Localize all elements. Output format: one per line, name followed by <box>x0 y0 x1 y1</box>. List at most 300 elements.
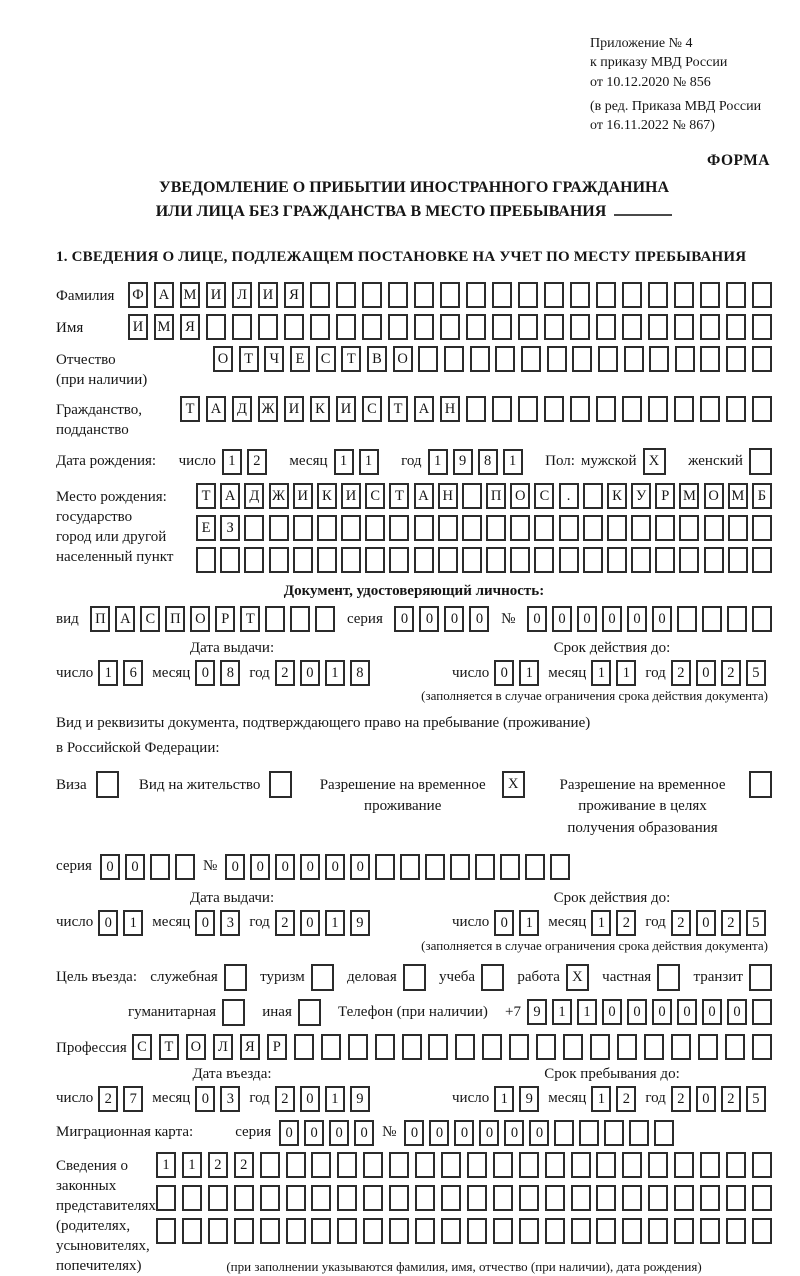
doc-number-box[interactable] <box>677 606 697 632</box>
purpose-checkbox[interactable] <box>749 964 772 991</box>
birthplace-char-box[interactable]: К <box>317 483 337 509</box>
patronymic-char-box[interactable]: О <box>213 346 233 372</box>
profession-char-box[interactable] <box>725 1034 745 1060</box>
entry-year-box[interactable]: 0 <box>300 1086 320 1112</box>
citizenship-char-box[interactable]: К <box>310 396 330 422</box>
birthplace-char-box[interactable] <box>365 515 385 541</box>
representative-char-box[interactable] <box>545 1152 565 1178</box>
stay-day-box[interactable]: 9 <box>519 1086 539 1112</box>
birthplace-char-box[interactable] <box>679 547 699 573</box>
representative-char-box[interactable]: 1 <box>156 1152 176 1178</box>
patronymic-char-box[interactable] <box>726 346 746 372</box>
visa-checkbox[interactable] <box>96 771 119 798</box>
representative-char-box[interactable]: 1 <box>182 1152 202 1178</box>
phone-digit-box[interactable]: 1 <box>577 999 597 1025</box>
male-checkbox[interactable]: X <box>643 448 666 475</box>
birthplace-char-box[interactable]: К <box>607 483 627 509</box>
migcard-series-box[interactable]: 0 <box>304 1120 324 1146</box>
profession-char-box[interactable] <box>348 1034 368 1060</box>
purpose-checkbox[interactable] <box>224 964 247 991</box>
education-permit-checkbox[interactable] <box>749 771 772 798</box>
surname-char-box[interactable] <box>492 282 512 308</box>
representative-char-box[interactable] <box>700 1185 720 1211</box>
representative-char-box[interactable] <box>545 1218 565 1244</box>
name-char-box[interactable] <box>362 314 382 340</box>
birthplace-char-box[interactable] <box>269 515 289 541</box>
phone-digit-box[interactable]: 1 <box>552 999 572 1025</box>
name-char-box[interactable] <box>648 314 668 340</box>
patronymic-char-box[interactable] <box>624 346 644 372</box>
profession-char-box[interactable] <box>321 1034 341 1060</box>
patronymic-char-box[interactable] <box>547 346 567 372</box>
permit-issue-month-box[interactable]: 0 <box>195 910 215 936</box>
representative-char-box[interactable] <box>156 1185 176 1211</box>
permit-expiry-year-box[interactable]: 2 <box>671 910 691 936</box>
representative-char-box[interactable] <box>260 1185 280 1211</box>
phone-digit-box[interactable]: 9 <box>527 999 547 1025</box>
representative-char-box[interactable] <box>337 1218 357 1244</box>
representative-char-box[interactable]: 2 <box>208 1152 228 1178</box>
birthplace-char-box[interactable] <box>414 547 434 573</box>
permit-expiry-day-box[interactable]: 0 <box>494 910 514 936</box>
birthplace-char-box[interactable]: Д <box>244 483 264 509</box>
doc-issue-month-box[interactable]: 0 <box>195 660 215 686</box>
name-char-box[interactable] <box>440 314 460 340</box>
birthplace-char-box[interactable] <box>389 515 409 541</box>
citizenship-char-box[interactable]: Т <box>180 396 200 422</box>
residence-permit-checkbox[interactable] <box>269 771 292 798</box>
birthplace-char-box[interactable] <box>220 547 240 573</box>
surname-char-box[interactable] <box>440 282 460 308</box>
name-char-box[interactable] <box>622 314 642 340</box>
profession-char-box[interactable]: Л <box>213 1034 233 1060</box>
citizenship-char-box[interactable]: Н <box>440 396 460 422</box>
doc-issue-year-box[interactable]: 1 <box>325 660 345 686</box>
temporary-permit-checkbox[interactable]: X <box>502 771 525 798</box>
representative-char-box[interactable] <box>182 1185 202 1211</box>
name-char-box[interactable] <box>414 314 434 340</box>
migcard-number-box[interactable]: 0 <box>404 1120 424 1146</box>
name-char-box[interactable] <box>700 314 720 340</box>
doc-expiry-year-box[interactable]: 0 <box>696 660 716 686</box>
representative-char-box[interactable] <box>234 1185 254 1211</box>
birthplace-char-box[interactable] <box>728 547 748 573</box>
name-char-box[interactable] <box>232 314 252 340</box>
surname-char-box[interactable] <box>518 282 538 308</box>
birthplace-char-box[interactable]: М <box>679 483 699 509</box>
doc-kind-char-box[interactable]: С <box>140 606 160 632</box>
birthplace-char-box[interactable] <box>679 515 699 541</box>
representative-char-box[interactable] <box>648 1218 668 1244</box>
patronymic-char-box[interactable] <box>649 346 669 372</box>
birthplace-char-box[interactable] <box>293 547 313 573</box>
representative-char-box[interactable] <box>752 1185 772 1211</box>
citizenship-char-box[interactable] <box>726 396 746 422</box>
permit-number-box[interactable] <box>500 854 520 880</box>
migcard-series-box[interactable]: 0 <box>354 1120 374 1146</box>
name-char-box[interactable] <box>570 314 590 340</box>
birthplace-char-box[interactable] <box>583 547 603 573</box>
birthplace-char-box[interactable] <box>631 547 651 573</box>
surname-char-box[interactable] <box>700 282 720 308</box>
citizenship-char-box[interactable]: А <box>414 396 434 422</box>
purpose-checkbox[interactable] <box>403 964 426 991</box>
permit-number-box[interactable] <box>400 854 420 880</box>
birthplace-char-box[interactable] <box>317 547 337 573</box>
permit-series-box[interactable]: 0 <box>125 854 145 880</box>
birthplace-char-box[interactable] <box>486 515 506 541</box>
citizenship-char-box[interactable] <box>518 396 538 422</box>
representative-char-box[interactable] <box>571 1218 591 1244</box>
birthplace-char-box[interactable]: А <box>414 483 434 509</box>
name-char-box[interactable] <box>466 314 486 340</box>
permit-expiry-year-box[interactable]: 5 <box>746 910 766 936</box>
permit-number-box[interactable]: 0 <box>225 854 245 880</box>
birthplace-char-box[interactable] <box>438 547 458 573</box>
patronymic-char-box[interactable] <box>495 346 515 372</box>
migcard-number-box[interactable] <box>579 1120 599 1146</box>
name-char-box[interactable] <box>726 314 746 340</box>
birth-month-box[interactable]: 1 <box>334 449 354 475</box>
profession-char-box[interactable] <box>455 1034 475 1060</box>
birthplace-char-box[interactable] <box>655 547 675 573</box>
birth-year-box[interactable]: 1 <box>503 449 523 475</box>
profession-char-box[interactable] <box>536 1034 556 1060</box>
birthplace-char-box[interactable] <box>462 515 482 541</box>
permit-number-box[interactable]: 0 <box>325 854 345 880</box>
surname-char-box[interactable] <box>336 282 356 308</box>
surname-char-box[interactable]: Ф <box>128 282 148 308</box>
permit-expiry-year-box[interactable]: 2 <box>721 910 741 936</box>
doc-issue-year-box[interactable]: 8 <box>350 660 370 686</box>
permit-expiry-day-box[interactable]: 1 <box>519 910 539 936</box>
birthplace-char-box[interactable]: С <box>534 483 554 509</box>
patronymic-char-box[interactable]: Т <box>341 346 361 372</box>
profession-char-box[interactable]: Я <box>240 1034 260 1060</box>
surname-char-box[interactable] <box>466 282 486 308</box>
stay-year-box[interactable]: 5 <box>746 1086 766 1112</box>
permit-number-box[interactable]: 0 <box>250 854 270 880</box>
surname-char-box[interactable] <box>544 282 564 308</box>
patronymic-char-box[interactable] <box>521 346 541 372</box>
permit-expiry-month-box[interactable]: 1 <box>591 910 611 936</box>
patronymic-char-box[interactable]: Т <box>239 346 259 372</box>
stay-day-box[interactable]: 1 <box>494 1086 514 1112</box>
entry-day-box[interactable]: 7 <box>123 1086 143 1112</box>
representative-char-box[interactable] <box>596 1218 616 1244</box>
representative-char-box[interactable] <box>596 1185 616 1211</box>
name-char-box[interactable] <box>206 314 226 340</box>
name-char-box[interactable] <box>544 314 564 340</box>
migcard-number-box[interactable]: 0 <box>429 1120 449 1146</box>
patronymic-char-box[interactable]: С <box>316 346 336 372</box>
profession-char-box[interactable]: С <box>132 1034 152 1060</box>
migcard-number-box[interactable] <box>554 1120 574 1146</box>
representative-char-box[interactable] <box>363 1185 383 1211</box>
birthplace-char-box[interactable]: Н <box>438 483 458 509</box>
citizenship-char-box[interactable]: Ж <box>258 396 278 422</box>
phone-digit-box[interactable]: 0 <box>702 999 722 1025</box>
surname-char-box[interactable] <box>674 282 694 308</box>
profession-char-box[interactable] <box>752 1034 772 1060</box>
representative-char-box[interactable] <box>441 1185 461 1211</box>
birthplace-char-box[interactable] <box>534 515 554 541</box>
surname-char-box[interactable]: И <box>206 282 226 308</box>
entry-month-box[interactable]: 3 <box>220 1086 240 1112</box>
doc-series-box[interactable]: 0 <box>444 606 464 632</box>
name-char-box[interactable] <box>336 314 356 340</box>
representative-char-box[interactable] <box>700 1218 720 1244</box>
surname-char-box[interactable] <box>752 282 772 308</box>
representative-char-box[interactable] <box>726 1185 746 1211</box>
doc-expiry-day-box[interactable]: 1 <box>519 660 539 686</box>
doc-kind-char-box[interactable]: Т <box>240 606 260 632</box>
representative-char-box[interactable] <box>286 1185 306 1211</box>
birthplace-char-box[interactable] <box>631 515 651 541</box>
birthplace-char-box[interactable] <box>728 515 748 541</box>
permit-issue-day-box[interactable]: 0 <box>98 910 118 936</box>
representative-char-box[interactable] <box>674 1185 694 1211</box>
citizenship-char-box[interactable]: И <box>336 396 356 422</box>
representative-char-box[interactable] <box>441 1152 461 1178</box>
representative-char-box[interactable] <box>286 1152 306 1178</box>
migcard-number-box[interactable] <box>629 1120 649 1146</box>
permit-number-box[interactable] <box>550 854 570 880</box>
representative-char-box[interactable] <box>726 1152 746 1178</box>
permit-number-box[interactable] <box>425 854 445 880</box>
representative-char-box[interactable] <box>441 1218 461 1244</box>
migcard-number-box[interactable]: 0 <box>479 1120 499 1146</box>
purpose-checkbox[interactable] <box>657 964 680 991</box>
birth-month-box[interactable]: 1 <box>359 449 379 475</box>
birthplace-char-box[interactable] <box>704 515 724 541</box>
profession-char-box[interactable] <box>590 1034 610 1060</box>
representative-char-box[interactable] <box>389 1218 409 1244</box>
birth-year-box[interactable]: 8 <box>478 449 498 475</box>
birthplace-char-box[interactable]: З <box>220 515 240 541</box>
profession-char-box[interactable]: Т <box>159 1034 179 1060</box>
surname-char-box[interactable] <box>726 282 746 308</box>
doc-issue-year-box[interactable]: 2 <box>275 660 295 686</box>
permit-issue-year-box[interactable]: 9 <box>350 910 370 936</box>
birthplace-char-box[interactable]: О <box>510 483 530 509</box>
representative-char-box[interactable] <box>674 1152 694 1178</box>
name-char-box[interactable] <box>284 314 304 340</box>
representative-char-box[interactable] <box>571 1152 591 1178</box>
doc-number-box[interactable] <box>702 606 722 632</box>
name-char-box[interactable] <box>596 314 616 340</box>
permit-issue-year-box[interactable]: 1 <box>325 910 345 936</box>
purpose-checkbox[interactable] <box>222 999 245 1026</box>
patronymic-char-box[interactable] <box>675 346 695 372</box>
birthplace-char-box[interactable] <box>752 515 772 541</box>
birthplace-char-box[interactable] <box>462 547 482 573</box>
birthplace-char-box[interactable] <box>510 515 530 541</box>
doc-expiry-month-box[interactable]: 1 <box>591 660 611 686</box>
birthplace-char-box[interactable] <box>462 483 482 509</box>
doc-kind-char-box[interactable]: П <box>165 606 185 632</box>
surname-char-box[interactable] <box>648 282 668 308</box>
profession-char-box[interactable] <box>482 1034 502 1060</box>
citizenship-char-box[interactable]: А <box>206 396 226 422</box>
citizenship-char-box[interactable] <box>492 396 512 422</box>
doc-issue-month-box[interactable]: 8 <box>220 660 240 686</box>
profession-char-box[interactable] <box>671 1034 691 1060</box>
doc-kind-char-box[interactable] <box>265 606 285 632</box>
purpose-checkbox[interactable] <box>481 964 504 991</box>
birthplace-char-box[interactable]: Ж <box>269 483 289 509</box>
birthplace-char-box[interactable]: С <box>365 483 385 509</box>
representative-char-box[interactable] <box>493 1152 513 1178</box>
representative-char-box[interactable] <box>415 1185 435 1211</box>
birthplace-char-box[interactable] <box>389 547 409 573</box>
migcard-number-box[interactable]: 0 <box>504 1120 524 1146</box>
permit-series-box[interactable]: 0 <box>100 854 120 880</box>
doc-issue-day-box[interactable]: 6 <box>123 660 143 686</box>
citizenship-char-box[interactable] <box>622 396 642 422</box>
permit-series-box[interactable] <box>150 854 170 880</box>
birthplace-char-box[interactable]: У <box>631 483 651 509</box>
profession-char-box[interactable] <box>428 1034 448 1060</box>
birthplace-char-box[interactable] <box>583 515 603 541</box>
doc-kind-char-box[interactable]: О <box>190 606 210 632</box>
purpose-checkbox[interactable]: X <box>566 964 589 991</box>
birthplace-char-box[interactable]: . <box>559 483 579 509</box>
profession-char-box[interactable] <box>509 1034 529 1060</box>
representative-char-box[interactable] <box>208 1185 228 1211</box>
representative-char-box[interactable] <box>286 1218 306 1244</box>
citizenship-char-box[interactable] <box>570 396 590 422</box>
representative-char-box[interactable] <box>311 1185 331 1211</box>
surname-char-box[interactable] <box>388 282 408 308</box>
representative-char-box[interactable] <box>519 1152 539 1178</box>
surname-char-box[interactable] <box>362 282 382 308</box>
birthplace-char-box[interactable]: А <box>220 483 240 509</box>
birthplace-char-box[interactable] <box>607 515 627 541</box>
profession-char-box[interactable] <box>294 1034 314 1060</box>
doc-number-box[interactable]: 0 <box>552 606 572 632</box>
birthplace-char-box[interactable] <box>341 547 361 573</box>
citizenship-char-box[interactable]: Т <box>388 396 408 422</box>
birthplace-char-box[interactable] <box>704 547 724 573</box>
name-char-box[interactable] <box>310 314 330 340</box>
doc-number-box[interactable] <box>752 606 772 632</box>
permit-number-box[interactable] <box>450 854 470 880</box>
entry-year-box[interactable]: 9 <box>350 1086 370 1112</box>
representative-char-box[interactable] <box>467 1152 487 1178</box>
name-char-box[interactable] <box>674 314 694 340</box>
birth-year-box[interactable]: 1 <box>428 449 448 475</box>
phone-digit-box[interactable]: 0 <box>652 999 672 1025</box>
representative-char-box[interactable] <box>156 1218 176 1244</box>
entry-year-box[interactable]: 1 <box>325 1086 345 1112</box>
doc-number-box[interactable]: 0 <box>602 606 622 632</box>
representative-char-box[interactable] <box>389 1185 409 1211</box>
representative-char-box[interactable] <box>415 1218 435 1244</box>
doc-kind-char-box[interactable]: Р <box>215 606 235 632</box>
birthplace-char-box[interactable] <box>269 547 289 573</box>
profession-char-box[interactable] <box>563 1034 583 1060</box>
birthplace-char-box[interactable] <box>341 515 361 541</box>
doc-kind-char-box[interactable]: П <box>90 606 110 632</box>
doc-expiry-day-box[interactable]: 0 <box>494 660 514 686</box>
doc-issue-day-box[interactable]: 1 <box>98 660 118 686</box>
profession-char-box[interactable] <box>644 1034 664 1060</box>
citizenship-char-box[interactable] <box>700 396 720 422</box>
permit-issue-year-box[interactable]: 0 <box>300 910 320 936</box>
doc-series-box[interactable]: 0 <box>419 606 439 632</box>
patronymic-char-box[interactable]: О <box>393 346 413 372</box>
surname-char-box[interactable] <box>414 282 434 308</box>
profession-char-box[interactable] <box>698 1034 718 1060</box>
doc-series-box[interactable]: 0 <box>469 606 489 632</box>
birthplace-char-box[interactable] <box>559 515 579 541</box>
birthplace-char-box[interactable]: О <box>704 483 724 509</box>
patronymic-char-box[interactable] <box>752 346 772 372</box>
permit-number-box[interactable] <box>475 854 495 880</box>
birthplace-char-box[interactable] <box>293 515 313 541</box>
birthplace-char-box[interactable]: Б <box>752 483 772 509</box>
profession-char-box[interactable] <box>375 1034 395 1060</box>
birthplace-char-box[interactable]: П <box>486 483 506 509</box>
surname-char-box[interactable]: Я <box>284 282 304 308</box>
permit-expiry-month-box[interactable]: 2 <box>616 910 636 936</box>
representative-char-box[interactable] <box>648 1152 668 1178</box>
representative-char-box[interactable] <box>260 1218 280 1244</box>
citizenship-char-box[interactable] <box>466 396 486 422</box>
citizenship-char-box[interactable] <box>596 396 616 422</box>
doc-expiry-month-box[interactable]: 1 <box>616 660 636 686</box>
doc-kind-char-box[interactable] <box>290 606 310 632</box>
birthplace-char-box[interactable]: И <box>293 483 313 509</box>
doc-kind-char-box[interactable]: А <box>115 606 135 632</box>
birthplace-char-box[interactable] <box>607 547 627 573</box>
permit-number-box[interactable] <box>375 854 395 880</box>
citizenship-char-box[interactable] <box>544 396 564 422</box>
representative-char-box[interactable] <box>648 1185 668 1211</box>
patronymic-char-box[interactable]: В <box>367 346 387 372</box>
surname-char-box[interactable]: А <box>154 282 174 308</box>
migcard-number-box[interactable] <box>654 1120 674 1146</box>
birthplace-char-box[interactable] <box>583 483 603 509</box>
citizenship-char-box[interactable]: Д <box>232 396 252 422</box>
birthplace-char-box[interactable]: Е <box>196 515 216 541</box>
representative-char-box[interactable] <box>311 1152 331 1178</box>
name-char-box[interactable]: М <box>154 314 174 340</box>
birthplace-char-box[interactable] <box>486 547 506 573</box>
representative-char-box[interactable] <box>467 1185 487 1211</box>
birthplace-char-box[interactable] <box>655 515 675 541</box>
birthplace-char-box[interactable]: И <box>341 483 361 509</box>
birthplace-char-box[interactable] <box>244 547 264 573</box>
female-checkbox[interactable] <box>749 448 772 475</box>
phone-digit-box[interactable]: 0 <box>727 999 747 1025</box>
surname-char-box[interactable] <box>622 282 642 308</box>
stay-month-box[interactable]: 2 <box>616 1086 636 1112</box>
name-char-box[interactable] <box>518 314 538 340</box>
surname-char-box[interactable] <box>596 282 616 308</box>
representative-char-box[interactable] <box>311 1218 331 1244</box>
migcard-series-box[interactable]: 0 <box>329 1120 349 1146</box>
representative-char-box[interactable] <box>622 1185 642 1211</box>
representative-char-box[interactable] <box>363 1218 383 1244</box>
entry-day-box[interactable]: 2 <box>98 1086 118 1112</box>
entry-year-box[interactable]: 2 <box>275 1086 295 1112</box>
patronymic-char-box[interactable] <box>700 346 720 372</box>
profession-char-box[interactable] <box>617 1034 637 1060</box>
representative-char-box[interactable] <box>363 1152 383 1178</box>
birthplace-char-box[interactable] <box>196 547 216 573</box>
